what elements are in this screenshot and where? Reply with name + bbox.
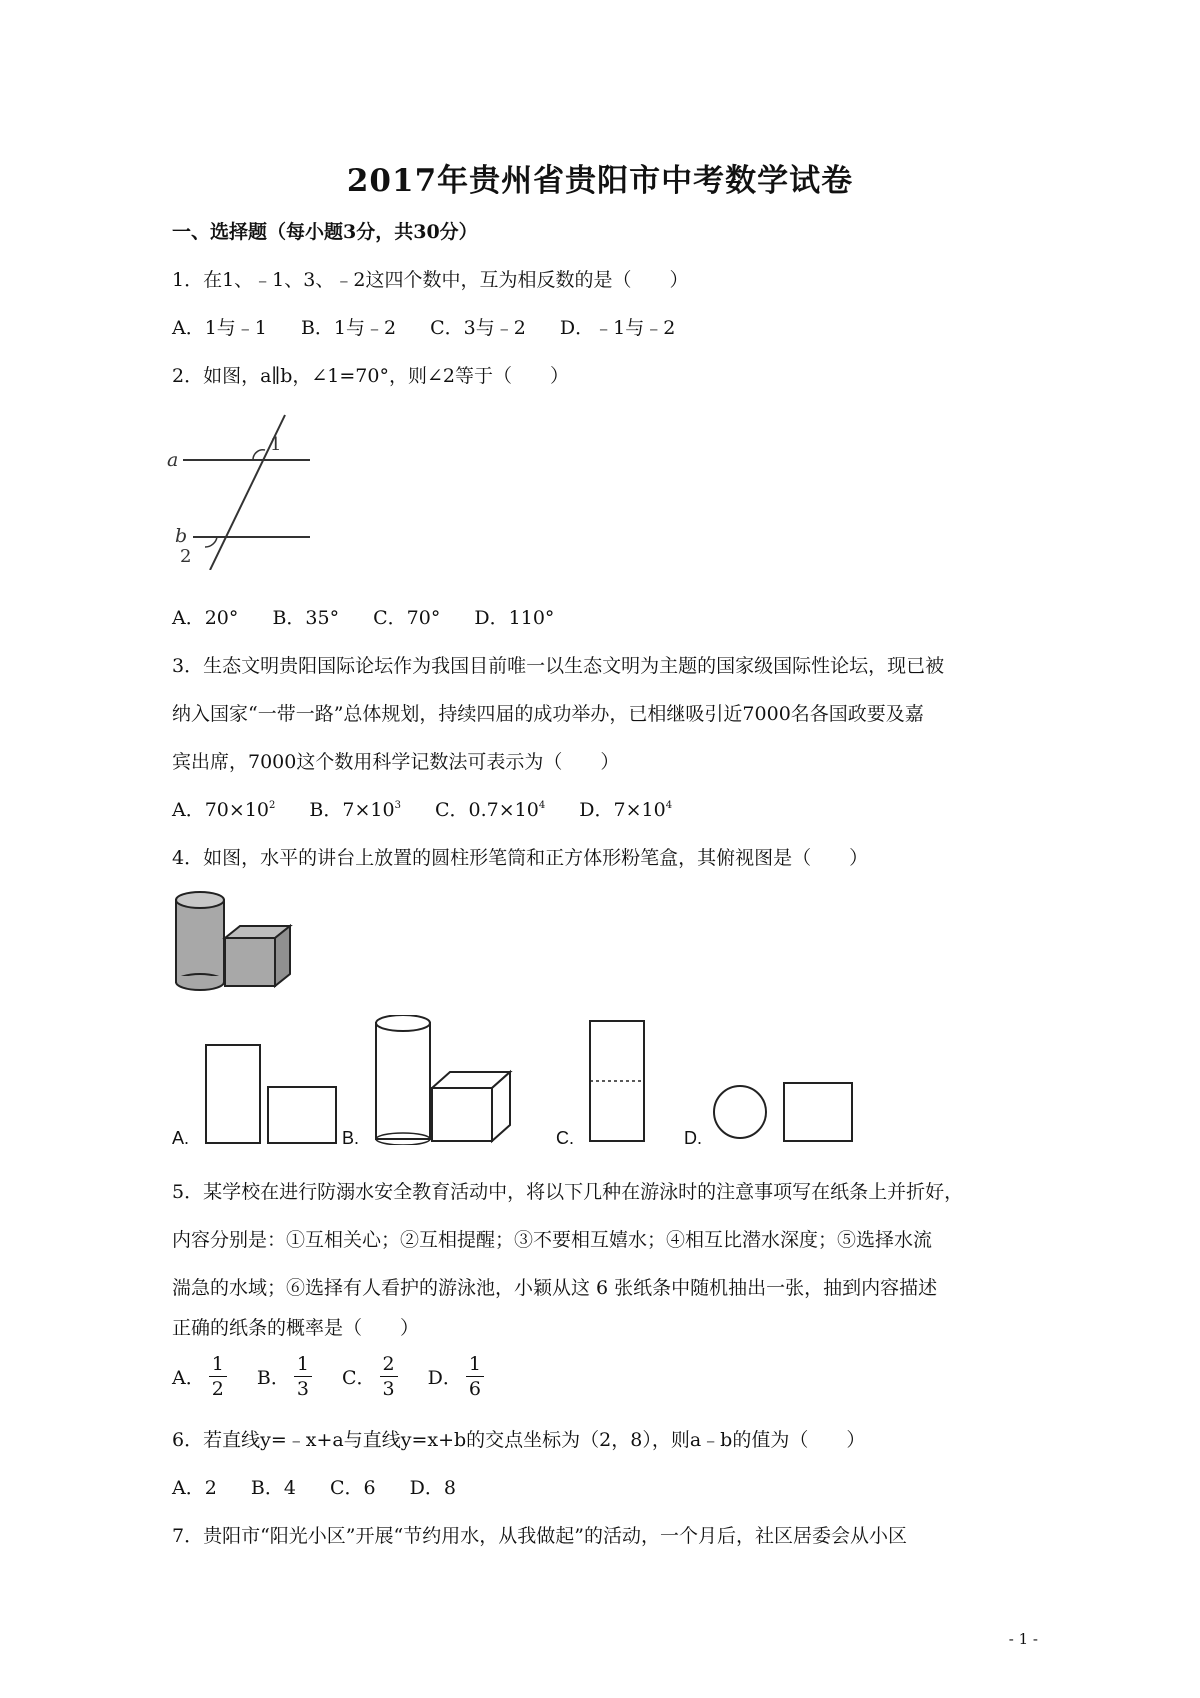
q1-options <box>172 316 703 340</box>
section-heading: 一、选择题（每小题3分，共30分） <box>172 221 478 243</box>
angle2-arc <box>205 537 217 547</box>
q5-option-d-label: D． <box>427 1367 462 1389</box>
q5-option-d-fraction: $\frac{1}{6}$ <box>466 1352 484 1401</box>
q2-options <box>172 606 582 630</box>
q6-option-b: B．4 <box>250 1477 296 1499</box>
q3-stem-line1: 3．生态文明贵阳国际论坛作为我国目前唯一以生态文明为主题的国家级国际性论坛，现已被 <box>172 655 945 677</box>
q1-option-b: B．1与﹣2 <box>300 317 397 339</box>
q5-option-b-label: B． <box>256 1367 290 1389</box>
q3-option-a: A．$70\times 10^2$ <box>172 799 276 821</box>
q3-option-c: C．$0.7\times 10^4$ <box>435 799 546 821</box>
q5-stem-line3: 湍急的水域；⑥选择有人看护的游泳池，小颖从这 6 张纸条中随机抽出一张，抽到内容描述 <box>172 1277 938 1299</box>
label-angle2: 2 <box>180 546 192 567</box>
q5-option-c-fraction: $\frac{2}{3}$ <box>380 1352 398 1401</box>
q5-option-a-label: A． <box>172 1367 205 1389</box>
q5-stem-line1: 5．某学校在进行防溺水安全教育活动中，将以下几种在游泳时的注意事项写在纸条上并折好， <box>172 1181 964 1203</box>
q6-stem: 6．若直线y=﹣x+a与直线y=x+b的交点坐标为（2，8），则a﹣b的值为（ ） <box>172 1429 866 1451</box>
q2-option-c: C．70° <box>373 607 441 629</box>
q5-option-a-fraction: $\frac{1}{2}$ <box>209 1352 227 1401</box>
q1-option-d: D．﹣1与﹣2 <box>559 317 676 339</box>
q6-option-a: A．2 <box>172 1477 217 1499</box>
page-title: 2017年贵州省贵阳市中考数学试卷 <box>346 163 854 199</box>
q4-option-figures <box>170 1015 1070 1145</box>
q5-option-b-fraction: $\frac{1}{3}$ <box>294 1352 312 1401</box>
q3-stem-line2: 纳入国家“一带一路”总体规划，持续四届的成功举办，已相继吸引近7000名各国政要及嘉 <box>172 703 924 725</box>
page-number: - 1 - <box>1008 1630 1038 1648</box>
q4-option-a-label: A. <box>172 1128 190 1148</box>
q3-option-d: D．$7\times 10^4$ <box>579 799 673 821</box>
q1-option-c: C．3与﹣2 <box>430 317 526 339</box>
q3-stem-line3: 宾出席，7000这个数用科学记数法可表示为（ ） <box>172 751 620 773</box>
q6-option-c: C．6 <box>329 1477 376 1499</box>
parallel-lines-figure <box>165 410 325 570</box>
q5-option-c-label: C． <box>341 1367 376 1389</box>
option-a-short-rect <box>268 1087 336 1143</box>
label-a: a <box>167 449 179 471</box>
cylinder-cube-figure <box>170 888 310 998</box>
q2-option-b: B．35° <box>272 607 340 629</box>
q7-stem: 7．贵阳市“阳光小区”开展“节约用水，从我做起”的活动，一个月后，社区居委会从小区 <box>172 1525 907 1547</box>
q5-stem-line4: 正确的纸条的概率是（ ） <box>172 1317 420 1339</box>
q1-stem: 1．在1、﹣1、3、﹣2这四个数中，互为相反数的是（ ） <box>172 269 689 291</box>
q2-option-d: D．110° <box>474 607 555 629</box>
q1-option-a: A．1与﹣1 <box>172 317 267 339</box>
q5-options <box>172 1352 488 1401</box>
option-a-tall-rect <box>206 1045 260 1143</box>
q4-stem: 4．如图，水平的讲台上放置的圆柱形笔筒和正方体形粉笔盒，其俯视图是（ ） <box>172 847 869 869</box>
q4-option-c-label: C. <box>556 1128 574 1148</box>
q2-stem: 2．如图，a∥b，∠1=70°，则∠2等于（ ） <box>172 365 569 387</box>
q3-options <box>172 798 700 822</box>
q2-option-a: A．20° <box>172 607 239 629</box>
q5-stem-line2: 内容分别是：①互相关心；②互相提醒；③不要相互嬉水；④相互比潜水深度；⑤选择水流 <box>172 1229 933 1251</box>
q6-option-d: D．8 <box>409 1477 456 1499</box>
label-b: b <box>175 525 188 547</box>
label-angle1: 1 <box>270 434 282 455</box>
q3-option-b: B．$7\times 10^3$ <box>309 799 401 821</box>
q6-options <box>172 1476 484 1500</box>
q4-option-b-label: B. <box>342 1128 360 1148</box>
q4-option-d-label: D. <box>684 1128 702 1148</box>
